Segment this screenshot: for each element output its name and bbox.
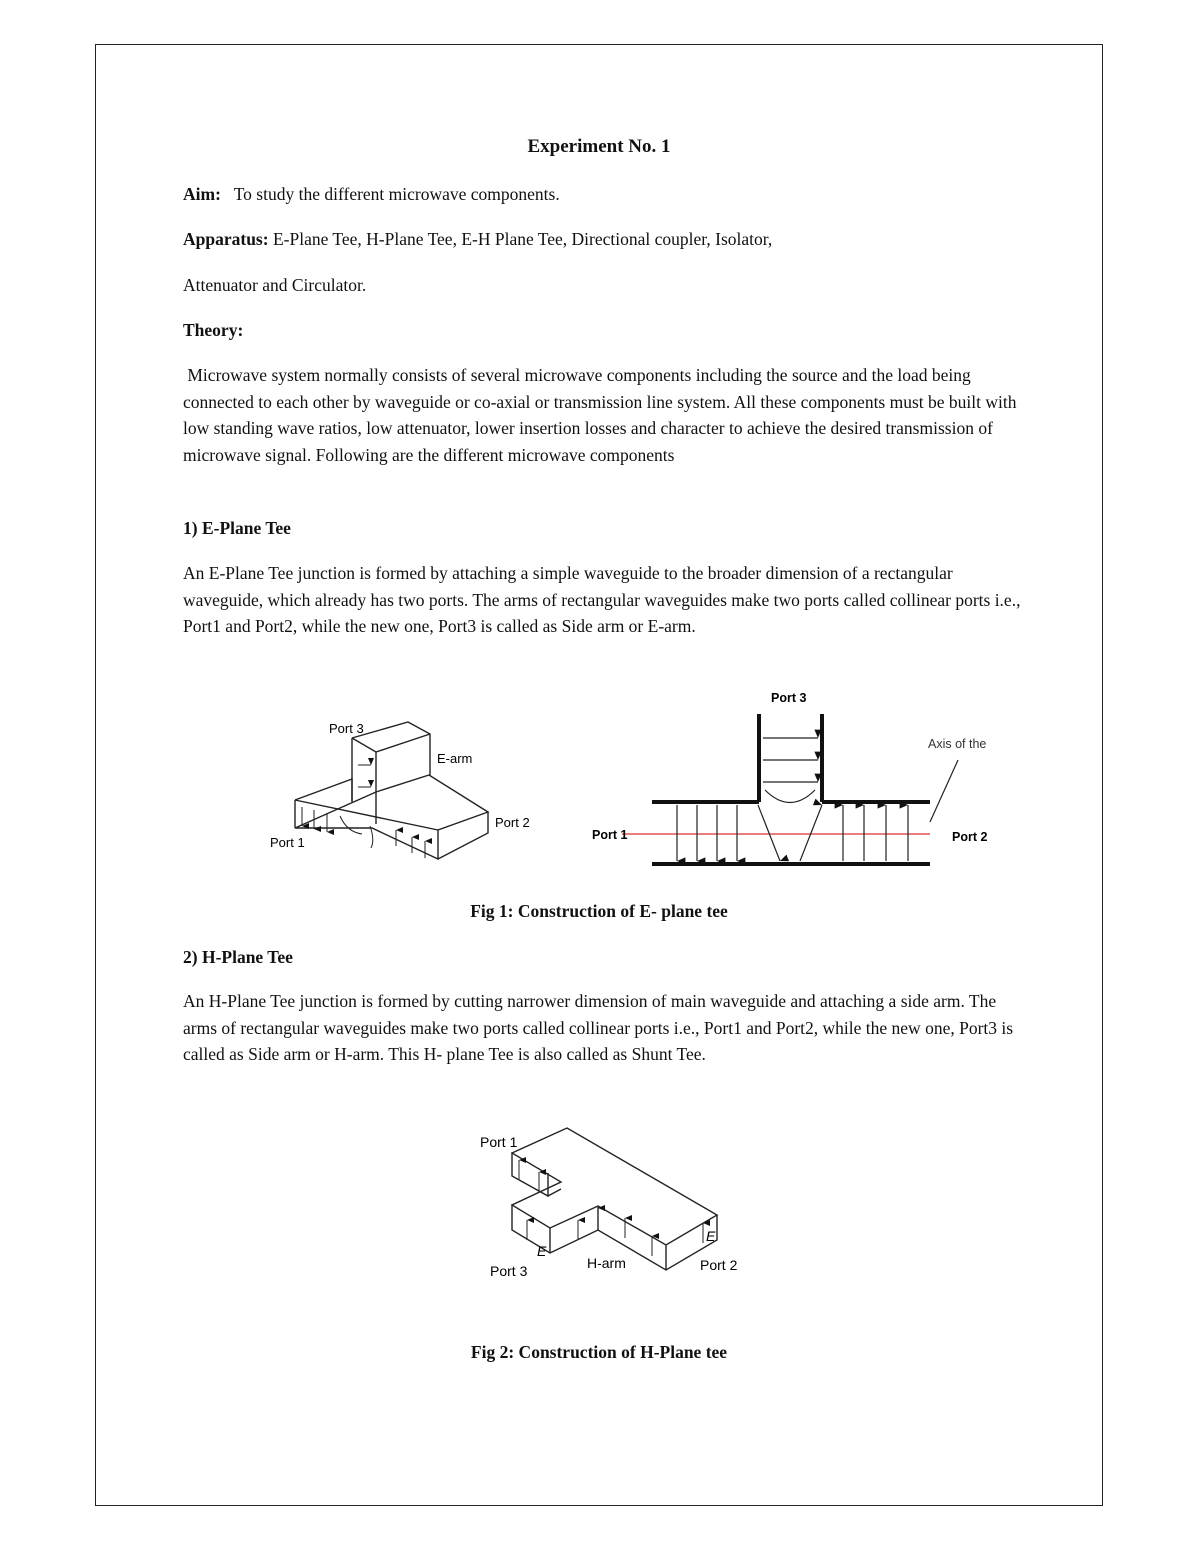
aim-text: To study the different microwave components. [233, 184, 560, 204]
apparatus-label: Apparatus: [183, 229, 269, 249]
page-title: Experiment No. 1 [527, 136, 671, 157]
fig1-right-port3-label: Port 3 [771, 691, 807, 705]
apparatus-text-1: E-Plane Tee, H-Plane Tee, E-H Plane Tee, Directional coupler, Isolator, [272, 229, 773, 249]
fig2-caption: Fig 2: Construction of H-Plane tee [470, 1342, 728, 1362]
aim-line [183, 181, 1023, 208]
fig1-left-port3-label: Port 3 [329, 721, 364, 736]
theory-paragraph: Microwave system normally consists of several microwave components including the source and the load being connected to each other by waveguide or co-axial or transmission line system. All these components must be built with low standing wave ratios, low attenuator, lower insertion losses and character to achieve the desired transmission of microwave signal. Following are the different microwave components [183, 365, 1021, 465]
fig2-e-label-left: E [537, 1243, 547, 1259]
theory-heading: Theory: [183, 320, 244, 340]
fig2-harm-label: H-arm [587, 1255, 626, 1271]
fig2-port2-label: Port 2 [700, 1257, 738, 1273]
fig1-caption: Fig 1: Construction of E- plane tee [470, 901, 728, 921]
apparatus-text-2: Attenuator and Circulator. [183, 275, 367, 295]
aim-label: Aim: [183, 184, 221, 204]
section1-heading: 1) E-Plane Tee [183, 518, 291, 538]
apparatus-line [183, 226, 1023, 253]
fig1-right-axis-label: Axis of the [928, 737, 987, 751]
e-plane-tee-section-figure [586, 686, 1006, 872]
e-plane-tee-isometric-figure [262, 712, 542, 862]
section2-paragraph: An H-Plane Tee junction is formed by cutting narrower dimension of main waveguide and attaching a side arm. The arms of rectangular waveguides make two ports called collinear ports i.e., Port1 and Port2, while the new one, Port3 is called as Side arm or H-arm. This H- plane Tee is also called as Shunt Tee. [183, 991, 1014, 1064]
h-plane-tee-figure [470, 1120, 760, 1290]
fig1-right-port2-label: Port 2 [952, 830, 988, 844]
fig2-port3-label: Port 3 [490, 1263, 528, 1279]
fig2-e-label-right: E [706, 1228, 716, 1244]
fig1-left-earm-label: E-arm [437, 751, 473, 766]
section2-heading: 2) H-Plane Tee [183, 947, 293, 967]
fig2-port1-label: Port 1 [480, 1134, 518, 1150]
section1-paragraph: An E-Plane Tee junction is formed by attaching a simple waveguide to the broader dimension of a rectangular waveguide, which already has two ports. The arms of rectangular waveguides make two ports called collinear ports i.e., Port1 and Port2, while the new one, Port3 is called as Side arm or E-arm. [183, 563, 1021, 636]
fig1-right-port1-label: Port 1 [592, 828, 628, 842]
fig1-left-port2-label: Port 2 [495, 815, 530, 830]
fig1-left-port1-label: Port 1 [270, 835, 305, 850]
